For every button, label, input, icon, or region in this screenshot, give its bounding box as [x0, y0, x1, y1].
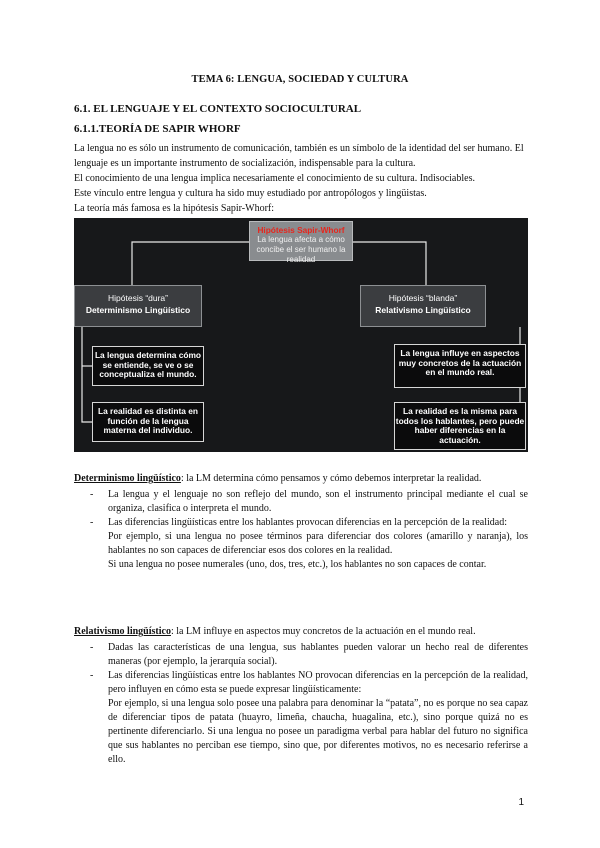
- list-item-example: Si una lengua no posee numerales (uno, dos, tres, etc.), los hablantes no son capaces de contar.: [108, 559, 487, 570]
- determinism-definition: [74, 473, 481, 484]
- relativism-definition-text: : la LM influye en aspectos muy concretos de la actuación en el mundo real.: [170, 626, 476, 637]
- intro-paragraph: [74, 141, 528, 216]
- hypothesis-text: La lengua afecta a cómo concibe el ser humano la realidad: [256, 235, 346, 264]
- relativism-definition: [74, 626, 476, 637]
- list-item-example: Por ejemplo, si una lengua solo posee una palabra para denominar la “patata”, no es porque no sea capaz de diferenciar tipos de patata (huayro, limeña, chaucha, huagalina, etc.), sino porque quizá no es pertinente diferenciarlo. Si una lengua no posee un paradigma verbal para hablar del futuro no significa que sus hablantes no perciban ese tiempo, sino que, por diferentes motivos, no es necesario referirse a ello.: [108, 698, 528, 765]
- intro-line-4: La teoría más famosa es la hipótesis Sapir-Whorf:: [74, 203, 275, 214]
- list-item-example: Por ejemplo, si una lengua no posee términos para diferenciar dos colores (amarillo y naranja), los hablantes no son capaces de diferenciar esos dos colores en la realidad.: [108, 531, 528, 556]
- list-item: [90, 488, 528, 516]
- page-title: TEMA 6: LENGUA, SOCIEDAD Y CULTURA: [191, 74, 409, 85]
- determinism-box-1: La lengua determina cómo se entiende, se ve o se conceptualiza el mundo.: [92, 346, 204, 386]
- hard-hypothesis-box: [74, 285, 202, 327]
- determinism-definition-text: : la LM determina cómo pensamos y cómo debemos interpretar la realidad.: [180, 473, 482, 484]
- hypothesis-box: [249, 221, 353, 264]
- list-item: [90, 669, 528, 767]
- soft-hypothesis-box: [360, 285, 486, 327]
- list-dash: -: [90, 517, 94, 528]
- intro-line-1: La lengua no es sólo un instrumento de comunicación, también es un símbolo de la identidad del ser humano. El lenguaje es un importante instrumento de socialización, indispensable para la cultura.: [74, 143, 524, 169]
- soft-hypothesis-subtitle: Relativismo Lingüístico: [375, 305, 471, 315]
- determinism-list: [90, 488, 528, 572]
- section-heading: 6.1. EL LENGUAJE Y EL CONTEXTO SOCIOCULTURAL: [74, 103, 362, 115]
- list-item: [90, 641, 528, 669]
- relativism-box-2: La realidad es la misma para todos los hablantes, pero puede haber diferencias en la actuación.: [394, 402, 526, 450]
- relativism-list: [90, 641, 528, 767]
- determinism-term: Determinismo lingüístico: [74, 473, 181, 484]
- determinism-box-2: La realidad es distinta en función de la lengua materna del individuo.: [92, 402, 204, 442]
- relativism-term: Relativismo lingüístico: [74, 626, 171, 637]
- intro-line-3: Este vínculo entre lengua y cultura ha sido muy estudiado por antropólogos y lingüistas.: [74, 188, 427, 199]
- list-dash: -: [90, 642, 94, 653]
- hard-hypothesis-subtitle: Determinismo Lingüístico: [85, 305, 191, 315]
- list-item-text: Las diferencias lingüísticas entre los hablantes NO provocan diferencias en la percepción de la realidad, pero influyen en cómo esta se puede expresar lingüísticamente:: [108, 670, 528, 695]
- sapir-whorf-diagram: [74, 218, 528, 452]
- intro-line-2: El conocimiento de una lengua implica necesariamente el conocimiento de su cultura. Indisociables.: [74, 173, 475, 184]
- list-item: [90, 516, 528, 572]
- list-item-text: Las diferencias lingüísticas entre los hablantes provocan diferencias en la percepción de la realidad:: [108, 517, 507, 528]
- list-dash: -: [90, 489, 94, 500]
- list-item-text: La lengua y el lenguaje no son reflejo del mundo, son el instrumento principal mediante el cual se organiza, clasifica o interpreta el mundo.: [108, 489, 528, 514]
- page-number: 1: [518, 797, 524, 808]
- hypothesis-title: Hipótesis Sapir-Whorf: [257, 225, 345, 235]
- list-item-text: Dadas las características de una lengua, sus hablantes pueden valorar un hecho real de diferentes maneras (por ejemplo, la jerarquía social).: [108, 642, 528, 667]
- soft-hypothesis-title: Hipótesis “blanda”: [388, 293, 458, 303]
- hard-hypothesis-title: Hipótesis “dura”: [108, 293, 168, 303]
- relativism-box-1: La lengua influye en aspectos muy concretos de la actuación en el mundo real.: [394, 344, 526, 388]
- subsection-heading: 6.1.1.TEORÍA DE SAPIR WHORF: [74, 123, 241, 135]
- list-dash: -: [90, 670, 94, 681]
